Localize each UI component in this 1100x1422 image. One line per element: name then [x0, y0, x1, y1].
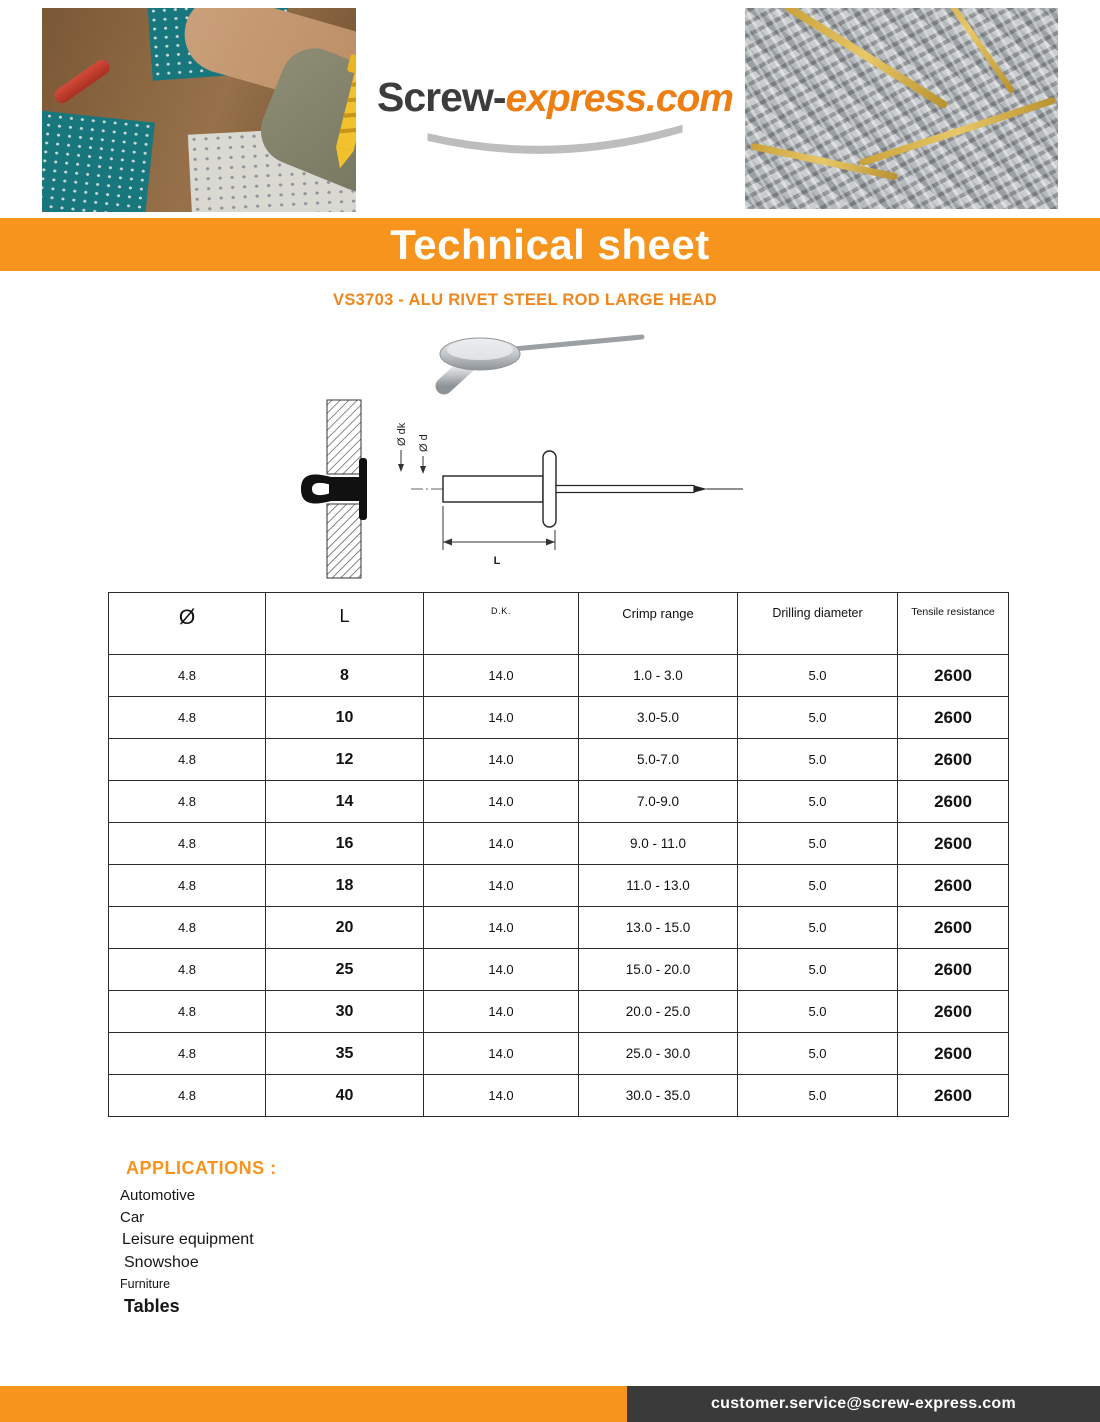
table-cell: 14.0: [424, 781, 579, 823]
table-cell: 2600: [898, 991, 1009, 1033]
table-cell: 4.8: [109, 781, 266, 823]
table-cell: 2600: [898, 781, 1009, 823]
table-cell: 14.0: [424, 1033, 579, 1075]
table-cell: 30.0 - 35.0: [579, 1075, 738, 1117]
application-item: Furniture: [120, 1277, 171, 1291]
product-title: VS3703 - ALU RIVET STEEL ROD LARGE HEAD: [333, 291, 717, 309]
table-row: [109, 991, 1009, 1033]
table-cell: 4.8: [109, 1075, 266, 1117]
table-row: [109, 1075, 1009, 1117]
table-cell: 35: [266, 1033, 424, 1075]
table-cell: 5.0: [738, 697, 898, 739]
table-header-row: [109, 593, 1009, 655]
col-header-drilling-diameter: Drilling diameter: [738, 593, 898, 655]
table-row: [109, 781, 1009, 823]
site-logo: [360, 74, 750, 157]
table-cell: 14.0: [424, 907, 579, 949]
applications-title: APPLICATIONS :: [126, 1158, 277, 1178]
table-cell: 14.0: [424, 739, 579, 781]
logo-swoosh: [405, 123, 705, 157]
table-cell: 30: [266, 991, 424, 1033]
table-cell: 5.0: [738, 781, 898, 823]
application-item: Tables: [124, 1296, 180, 1316]
plate-section-bottom: [327, 504, 361, 578]
table-cell: 5.0: [738, 1075, 898, 1117]
d-arrowhead: [420, 466, 426, 474]
table-cell: 4.8: [109, 697, 266, 739]
applications-section: [118, 1158, 277, 1322]
parts-bin-shape: [42, 110, 155, 212]
table-cell: 2600: [898, 655, 1009, 697]
col-header-length: L: [266, 593, 424, 655]
table-cell: 5.0: [738, 739, 898, 781]
table-cell: 11.0 - 13.0: [579, 865, 738, 907]
diameter-d-label: Ø d: [418, 434, 430, 452]
table-cell: 14.0: [424, 1075, 579, 1117]
table-cell: 2600: [898, 1075, 1009, 1117]
table-cell: 5.0: [738, 949, 898, 991]
table-cell: 2600: [898, 949, 1009, 991]
table-cell: 14.0: [424, 949, 579, 991]
rivet-photo: [408, 314, 658, 396]
rivet-flange: [543, 451, 556, 527]
l-arrow-right: [546, 539, 555, 546]
table-row: [109, 697, 1009, 739]
table-cell: 2600: [898, 865, 1009, 907]
diameter-dk-label: Ø dk: [396, 422, 408, 446]
table-cell: 2600: [898, 1033, 1009, 1075]
table-cell: 14.0: [424, 823, 579, 865]
table-cell: 4.8: [109, 655, 266, 697]
table-cell: 2600: [898, 697, 1009, 739]
table-cell: 10: [266, 697, 424, 739]
col-header-dk: D.K.: [424, 593, 579, 655]
table-cell: 5.0: [738, 907, 898, 949]
logo-text-screw: Screw-: [377, 74, 506, 120]
table-cell: 25.0 - 30.0: [579, 1033, 738, 1075]
table-cell: 2600: [898, 739, 1009, 781]
table-cell: 40: [266, 1075, 424, 1117]
footer-email: customer.service@screw-express.com: [710, 1395, 1017, 1412]
table-cell: 4.8: [109, 823, 266, 865]
spec-table-body: [109, 655, 1009, 1117]
mandrel-tip: [694, 486, 707, 493]
table-cell: 4.8: [109, 907, 266, 949]
table-row: [109, 865, 1009, 907]
table-cell: 14.0: [424, 991, 579, 1033]
footer-email-area: [627, 1386, 1100, 1422]
table-cell: 5.0: [738, 1033, 898, 1075]
l-arrow-left: [443, 539, 452, 546]
table-cell: 20: [266, 907, 424, 949]
table-cell: 15.0 - 20.0: [579, 949, 738, 991]
table-cell: 9.0 - 11.0: [579, 823, 738, 865]
col-header-diameter: Ø: [109, 593, 266, 655]
dk-arrowhead: [398, 464, 404, 472]
table-cell: 14.0: [424, 697, 579, 739]
col-header-tensile-resistance: Tensile resistance: [898, 593, 1009, 655]
table-row: [109, 655, 1009, 697]
technical-drawing: [293, 396, 755, 582]
gold-screw-shape: [859, 96, 1056, 166]
gold-screw-shape: [783, 8, 948, 110]
table-cell: 13.0 - 15.0: [579, 907, 738, 949]
col-header-crimp-range: Crimp range: [579, 593, 738, 655]
table-cell: 5.0-7.0: [579, 739, 738, 781]
table-cell: 1.0 - 3.0: [579, 655, 738, 697]
table-row: [109, 739, 1009, 781]
footer-bar: [0, 1386, 1100, 1422]
table-cell: 14: [266, 781, 424, 823]
table-cell: 4.8: [109, 949, 266, 991]
table-cell: 7.0-9.0: [579, 781, 738, 823]
table-cell: 14.0: [424, 865, 579, 907]
application-item: Automotive: [120, 1187, 196, 1204]
screwdriver-shape: [51, 57, 112, 106]
application-item: Leisure equipment: [122, 1231, 254, 1248]
table-cell: 5.0: [738, 823, 898, 865]
application-item: Snowshoe: [124, 1254, 199, 1271]
table-cell: 5.0: [738, 655, 898, 697]
table-cell: 5.0: [738, 991, 898, 1033]
technical-sheet-banner: [0, 218, 1100, 271]
footer-orange-strip: [0, 1386, 627, 1422]
table-cell: 5.0: [738, 865, 898, 907]
table-row: [109, 823, 1009, 865]
table-cell: 2600: [898, 823, 1009, 865]
screw-pile-photo: [745, 8, 1058, 209]
table-cell: 4.8: [109, 1033, 266, 1075]
spec-table: [108, 592, 1009, 1117]
table-cell: 4.8: [109, 991, 266, 1033]
table-cell: 2600: [898, 907, 1009, 949]
table-cell: 14.0: [424, 655, 579, 697]
workbench-photo: [42, 8, 356, 212]
table-cell: 12: [266, 739, 424, 781]
applications-list: [118, 1187, 277, 1317]
length-label: L: [493, 555, 501, 567]
table-cell: 16: [266, 823, 424, 865]
plate-section-top: [327, 400, 361, 474]
table-cell: 18: [266, 865, 424, 907]
logo-text-express: express.com: [505, 77, 733, 120]
table-cell: 8: [266, 655, 424, 697]
banner-title: Technical sheet: [390, 220, 710, 268]
table-cell: 4.8: [109, 865, 266, 907]
table-row: [109, 949, 1009, 991]
table-row: [109, 907, 1009, 949]
table-cell: 20.0 - 25.0: [579, 991, 738, 1033]
table-cell: 25: [266, 949, 424, 991]
rivet-body: [443, 476, 543, 502]
gold-screw-shape: [925, 8, 1016, 94]
application-item: Car: [120, 1209, 145, 1226]
rivet-mandrel: [556, 486, 694, 493]
table-cell: 4.8: [109, 739, 266, 781]
table-cell: 3.0-5.0: [579, 697, 738, 739]
table-row: [109, 1033, 1009, 1075]
